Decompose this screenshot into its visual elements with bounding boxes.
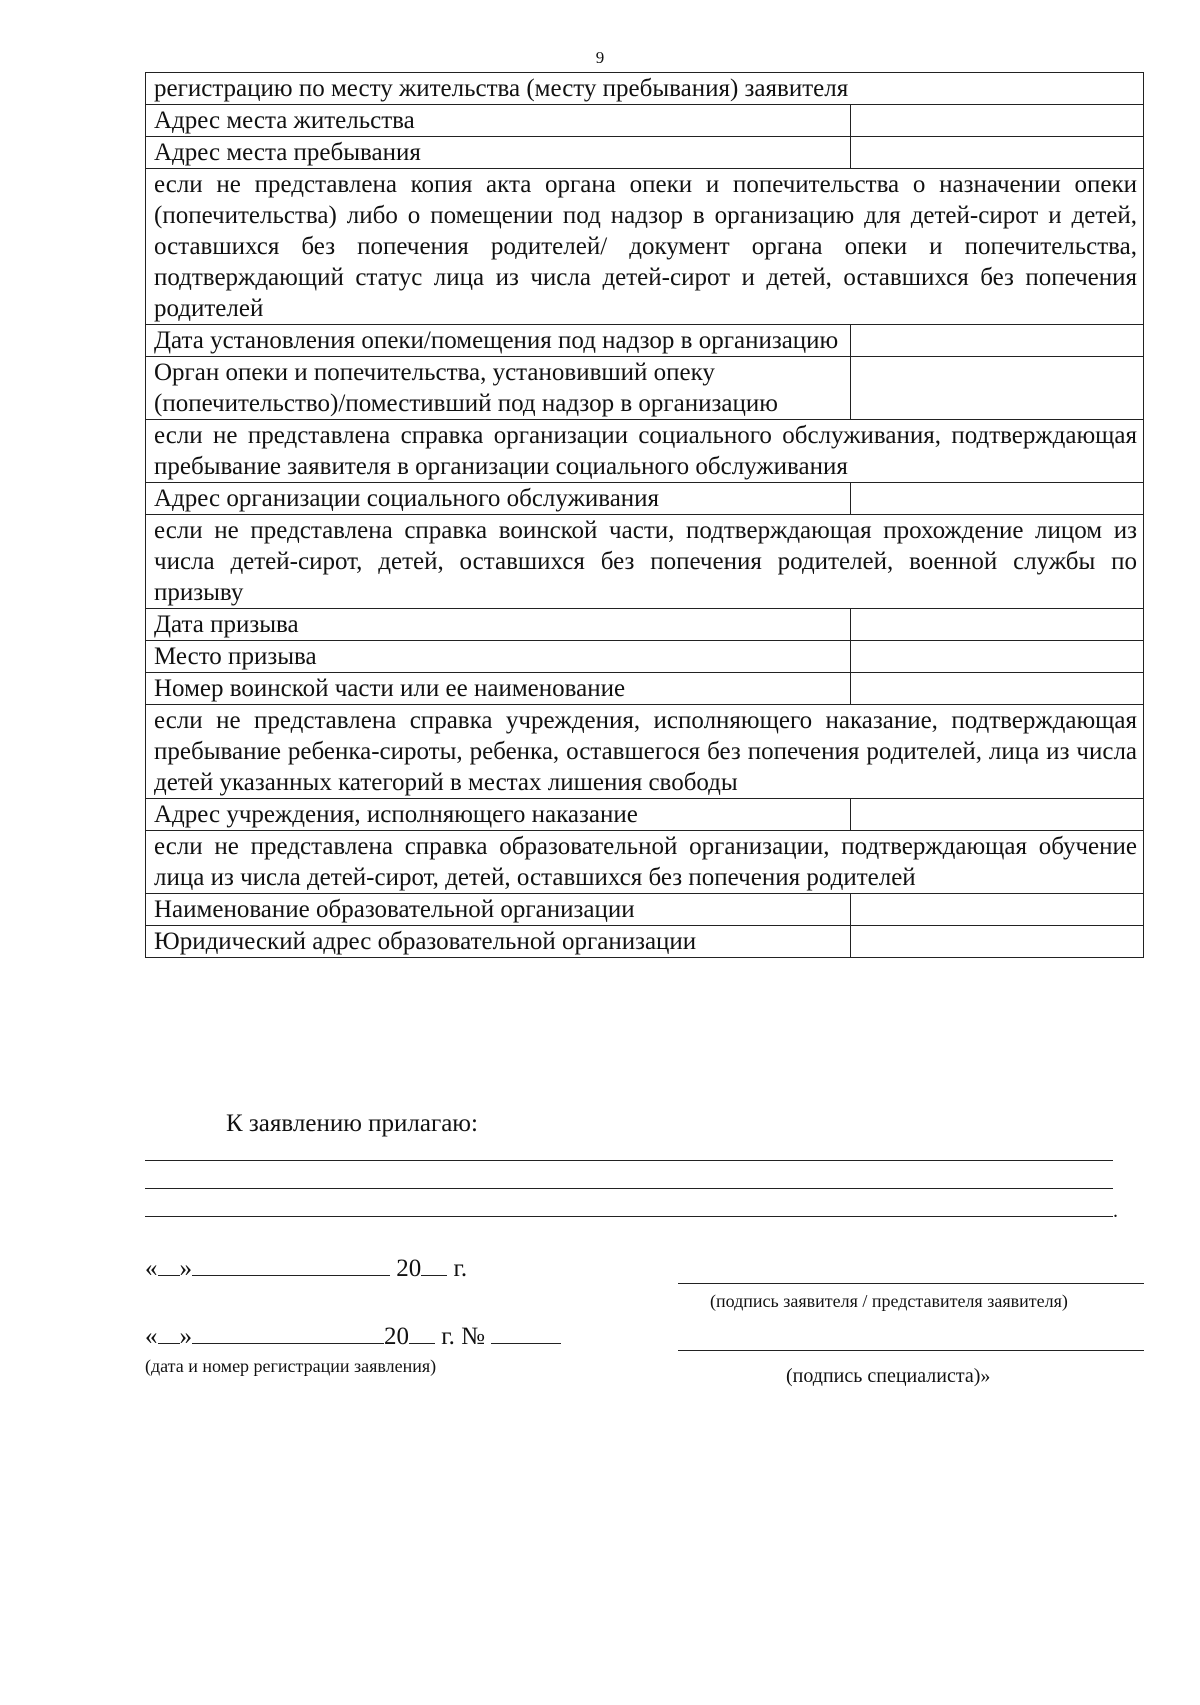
field-value-stay-address[interactable] — [851, 137, 1144, 169]
form-row — [146, 609, 1144, 641]
form-row — [146, 137, 1144, 169]
section-header-guardianship: если не представлена копия акта органа опеки и попечительства о назначении опеки (попечительства) либо о помещении под надзор в организацию для детей-сирот и детей, оставшихся без попечения родителей/ документ органа опеки и попечительства, подтверждающий статус лица из числа детей-сирот и детей, оставшихся без попечения родителей — [146, 169, 1144, 325]
field-label-guardianship-date: Дата установления опеки/помещения под надзор в организацию — [146, 325, 851, 357]
form-row — [146, 705, 1144, 799]
applicant-signature-caption: (подпись заявителя / представителя заявителя) — [710, 1291, 1068, 1311]
specialist-signature-caption: (подпись специалиста)» — [786, 1365, 991, 1387]
quote-close: » — [179, 1255, 192, 1282]
field-label-education-legal-address: Юридический адрес образовательной организации — [146, 926, 851, 958]
attachments-end-mark: . — [1113, 1200, 1118, 1222]
registration-row — [145, 1321, 561, 1351]
quote-open: « — [145, 1255, 158, 1282]
year-number-suffix: г. № — [441, 1323, 486, 1350]
field-label-conscription-date: Дата призыва — [146, 609, 851, 641]
quote-close: » — [179, 1323, 192, 1350]
field-label-stay-address: Адрес места пребывания — [146, 137, 851, 169]
form-row — [146, 641, 1144, 673]
form-row — [146, 357, 1144, 420]
year-suffix: г. — [453, 1255, 468, 1282]
field-value-guardianship-authority[interactable] — [851, 357, 1144, 420]
form-row — [146, 894, 1144, 926]
field-value-guardianship-date[interactable] — [851, 325, 1144, 357]
field-value-residence-address[interactable] — [851, 105, 1144, 137]
section-header-education: если не представлена справка образовательной организации, подтверждающая обучение лица из числа детей-сирот, детей, оставшихся без попечения родителей — [146, 831, 1144, 894]
attachments-line-1[interactable] — [145, 1160, 1113, 1161]
form-row — [146, 325, 1144, 357]
attachments-line-2[interactable] — [145, 1188, 1113, 1189]
field-value-education-name[interactable] — [851, 894, 1144, 926]
field-value-conscription-date[interactable] — [851, 609, 1144, 641]
section-header-military: если не представлена справка воинской части, подтверждающая прохождение лицом из числа детей-сирот, детей, оставшихся без попечения родителей, военной службы по призыву — [146, 515, 1144, 609]
year-prefix: 20 — [396, 1255, 422, 1282]
section-header-social-service: если не представлена справка организации социального обслуживания, подтверждающая пребывание заявителя в организации социального обслуживания — [146, 420, 1144, 483]
form-row — [146, 169, 1144, 325]
form-row — [146, 515, 1144, 609]
field-label-education-name: Наименование образовательной организации — [146, 894, 851, 926]
field-label-residence-address: Адрес места жительства — [146, 105, 851, 137]
field-label-penal-institution-address: Адрес учреждения, исполняющего наказание — [146, 799, 851, 831]
year-prefix: 20 — [384, 1323, 409, 1350]
day-blank[interactable] — [158, 1253, 180, 1276]
section-header-penal-institution: если не представлена справка учреждения, исполняющего наказание, подтверждающая пребывание ребенка-сироты, ребенка, оставшегося без попечения родителей, лица из числа детей указанных категорий в местах лишения свободы — [146, 705, 1144, 799]
field-label-military-unit: Номер воинской части или ее наименование — [146, 673, 851, 705]
section-header-registration: регистрацию по месту жительства (месту пребывания) заявителя — [146, 73, 1144, 105]
field-label-conscription-place: Место призыва — [146, 641, 851, 673]
month-blank[interactable] — [192, 1321, 384, 1344]
field-label-social-service-address: Адрес организации социального обслуживания — [146, 483, 851, 515]
form-row — [146, 831, 1144, 894]
year-blank[interactable] — [421, 1253, 447, 1276]
field-label-guardianship-authority: Орган опеки и попечительства, установивший опеку (попечительство)/поместивший под надзор в организацию — [146, 357, 851, 420]
attachments-heading: К заявлению прилагаю: — [226, 1110, 478, 1137]
field-value-social-service-address[interactable] — [851, 483, 1144, 515]
form-row — [146, 73, 1144, 105]
month-blank[interactable] — [192, 1253, 390, 1276]
field-value-penal-institution-address[interactable] — [851, 799, 1144, 831]
application-form-table — [145, 72, 1144, 958]
form-row — [146, 926, 1144, 958]
form-row — [146, 483, 1144, 515]
form-row — [146, 420, 1144, 483]
form-row — [146, 799, 1144, 831]
quote-open: « — [145, 1323, 158, 1350]
year-blank[interactable] — [409, 1321, 435, 1344]
applicant-date-row — [145, 1253, 467, 1283]
form-row — [146, 105, 1144, 137]
form-row — [146, 673, 1144, 705]
specialist-signature-line[interactable] — [678, 1350, 1144, 1351]
field-value-military-unit[interactable] — [851, 673, 1144, 705]
attachments-line-3[interactable] — [145, 1216, 1113, 1217]
field-value-education-legal-address[interactable] — [851, 926, 1144, 958]
applicant-signature-line[interactable] — [678, 1283, 1144, 1284]
field-value-conscription-place[interactable] — [851, 641, 1144, 673]
day-blank[interactable] — [158, 1321, 180, 1344]
registration-caption: (дата и номер регистрации заявления) — [145, 1356, 437, 1376]
page-number: 9 — [595, 48, 605, 67]
registration-number-blank[interactable] — [491, 1321, 561, 1344]
